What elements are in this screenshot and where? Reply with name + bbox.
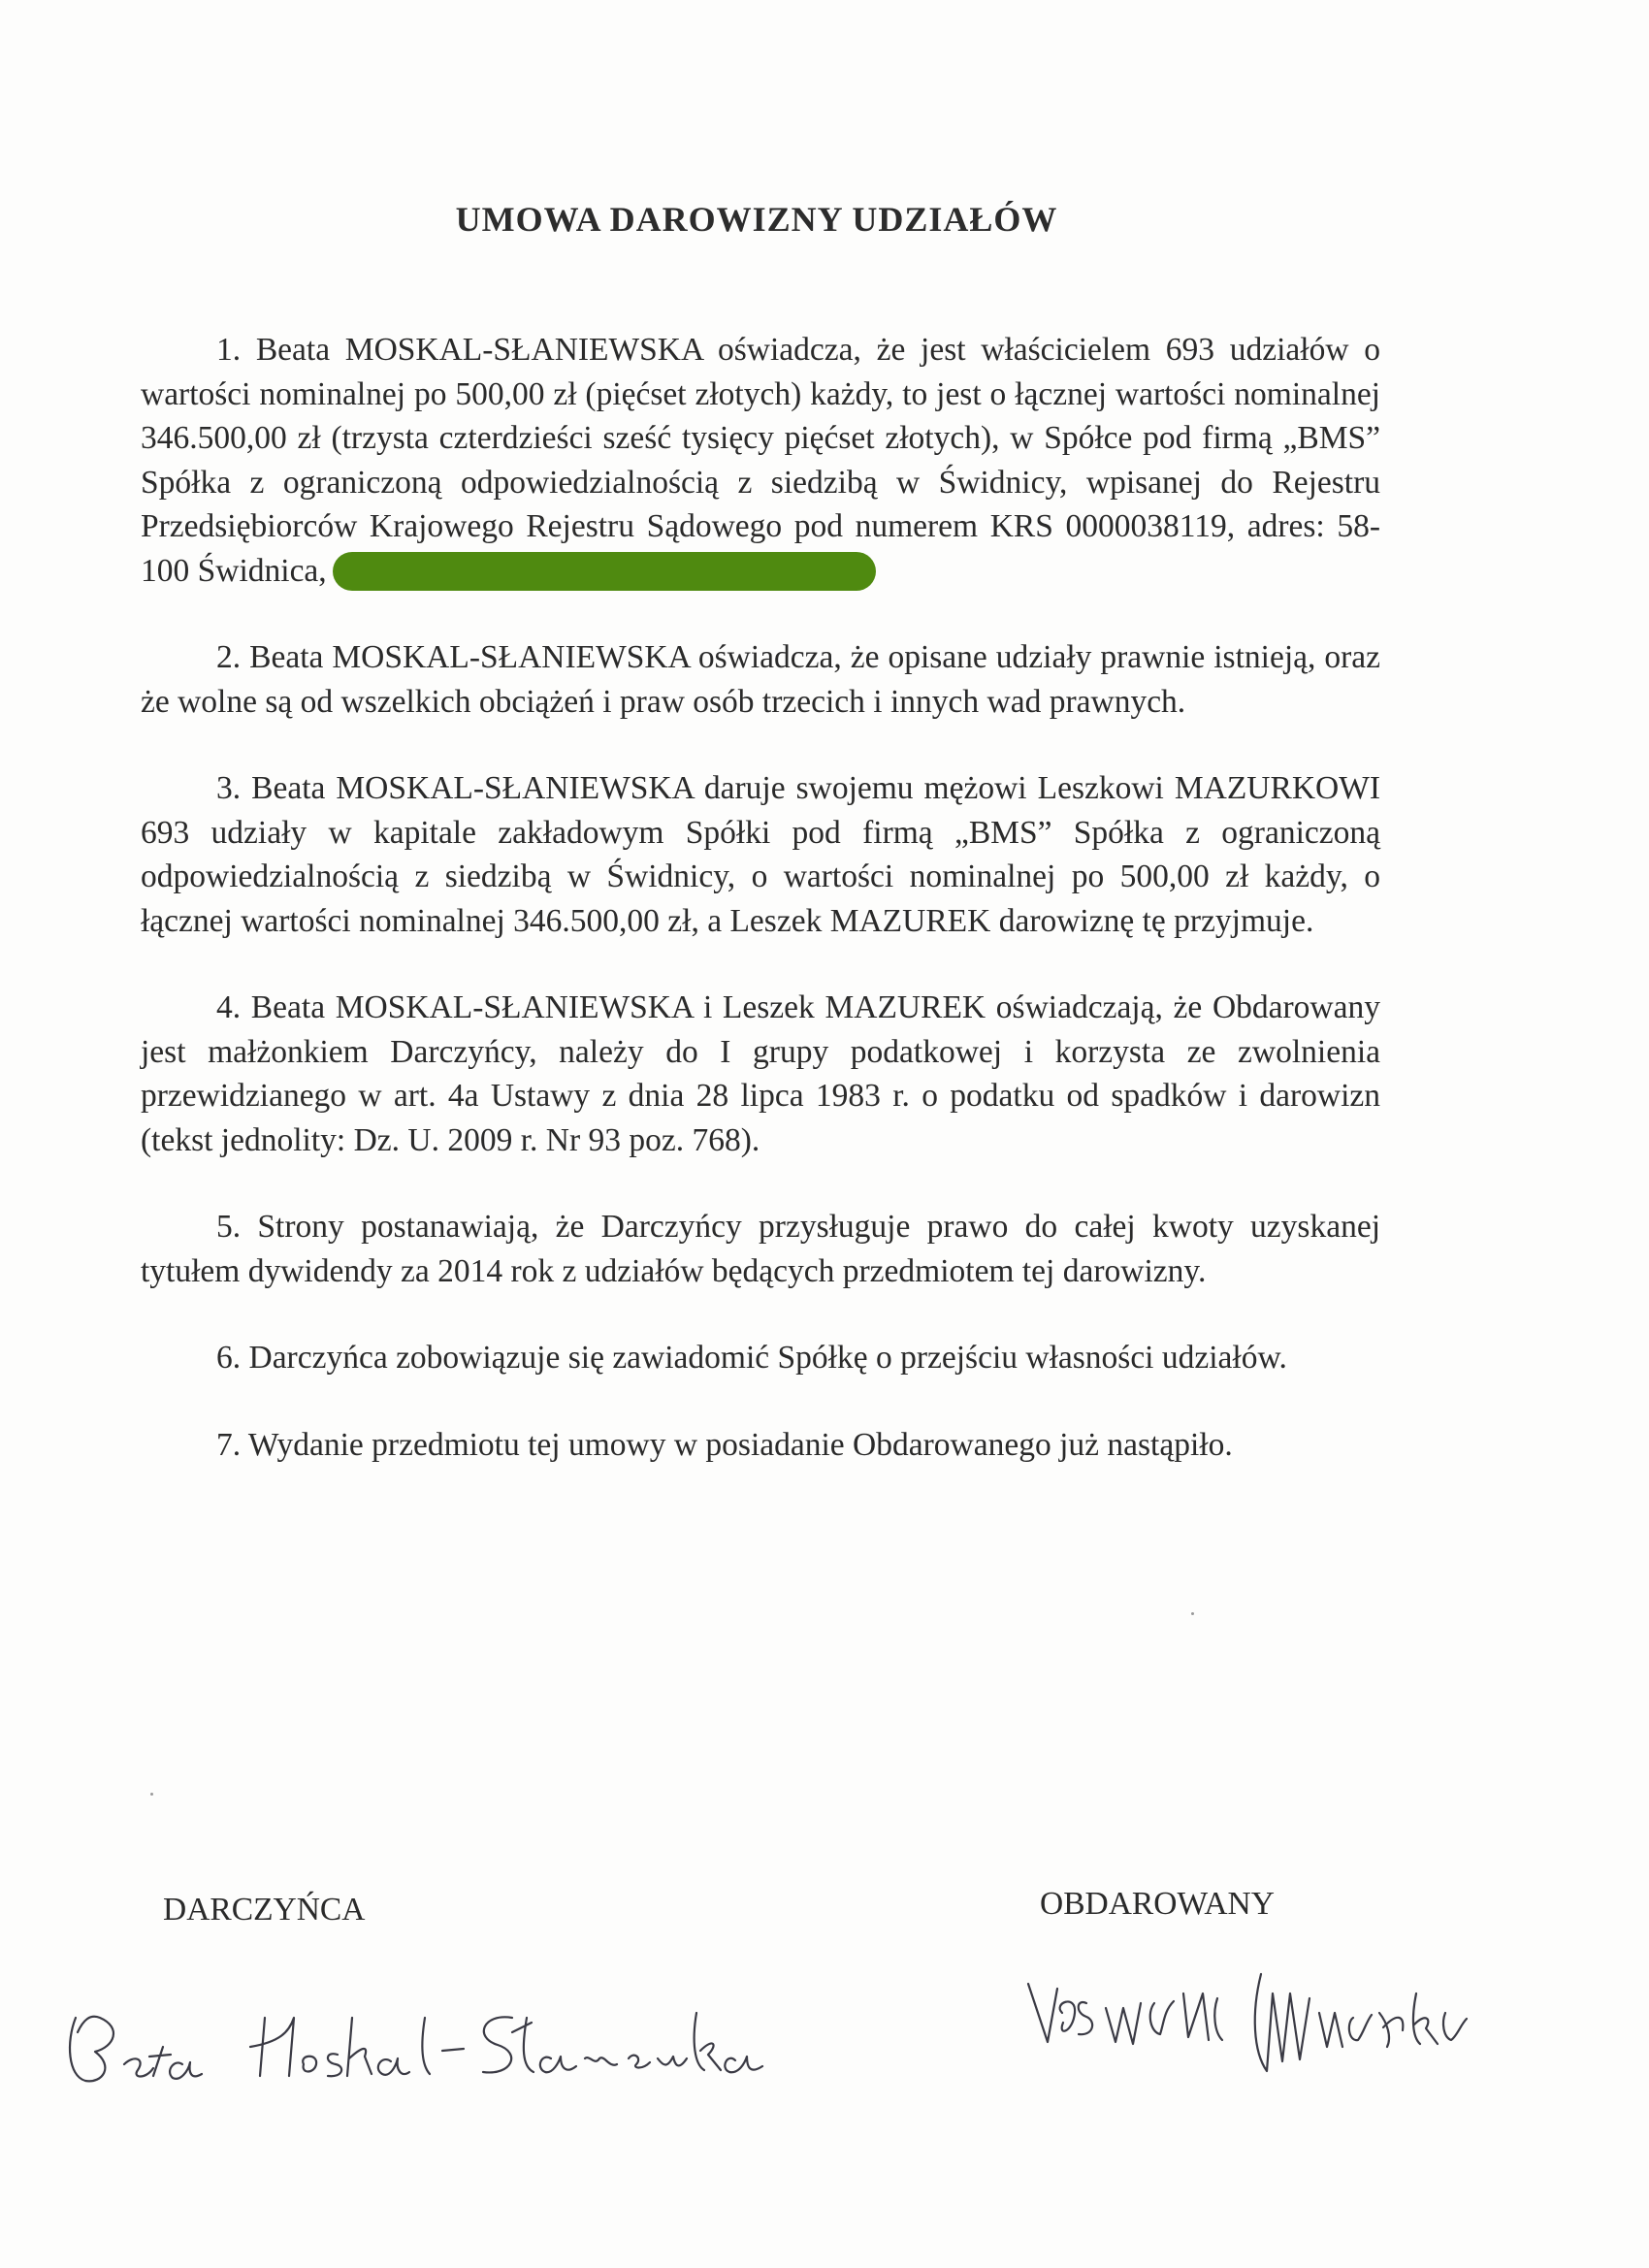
donor-label: DARCZYŃCA (163, 1892, 366, 1928)
recipient-label: OBDAROWANY (1040, 1886, 1275, 1922)
paragraph-1 (141, 328, 1380, 593)
paragraph-6: 6. Darczyńca zobowiązuje się zawiadomić Spółkę o przejściu własności udziałów. (216, 1340, 1287, 1376)
paragraph-1-text: 1. Beata MOSKAL-SŁANIEWSKA oświadcza, że jest właścicielem 693 udziałów o wartości nominalnej po 500,00 zł (pięćset złotych) każdy, to jest o łącznej wartości nominalnej 346.500,00 zł (trzysta czterdzieści sześć tysięcy pięćset złotych), w Spółce pod firmą „BMS” Spółka z ograniczoną odpowiedzialnością z siedzibą w Świdnicy, wpisanej do Rejestru Przedsiębiorców Krajowego Rejestru Sądowego pod numerem KRS 0000038119, adres: 58-100 Świdnica, (141, 332, 1380, 589)
paragraph-3: 3. Beata MOSKAL-SŁANIEWSKA daruje swojemu mężowi Leszkowi MAZURKOWI 693 udziały w kapitale zakładowym Spółki pod firmą „BMS” Spółka z ograniczoną odpowiedzialnością z siedzibą w Świdnicy, o wartości nominalnej po 500,00 zł każdy, o łącznej wartości nominalnej 346.500,00 zł, a Leszek MAZUREK darowiznę tę przyjmuje. (141, 770, 1380, 939)
paragraph-7: 7. Wydanie przedmiotu tej umowy w posiadanie Obdarowanego już nastąpiło. (216, 1426, 1233, 1463)
scan-speck (150, 1793, 153, 1796)
paragraph-4: 4. Beata MOSKAL-SŁANIEWSKA i Leszek MAZUREK oświadczają, że Obdarowany jest małżonkiem Darczyńcy, należy do I grupy podatkowej i korzysta ze zwolnienia przewidzianego w art. 4a Ustawy z dnia 28 lipca 1983 r. o podatku od spadków i darowizn (tekst jednolity: Dz. U. 2009 r. Nr 93 poz. 768). (141, 989, 1380, 1158)
paragraph-5: 5. Strony postanawiają, że Darczyńcy przysługuje prawo do całej kwoty uzyskanej tytułem dywidendy za 2014 rok z udziałów będących przedmiotem tej darowizny. (141, 1209, 1380, 1289)
recipient-signature (1018, 1955, 1484, 2090)
scan-speck (1191, 1612, 1194, 1615)
document-title: UMOWA DAROWIZNY UDZIAŁÓW (455, 200, 1058, 239)
donor-signature (56, 1950, 793, 2095)
redaction-mark (333, 552, 876, 591)
document-body (141, 328, 1380, 1467)
paragraph-2: 2. Beata MOSKAL-SŁANIEWSKA oświadcza, że opisane udziały prawnie istnieją, oraz że wolne są od wszelkich obciążeń i praw osób trzecich i innych wad prawnych. (141, 639, 1380, 720)
